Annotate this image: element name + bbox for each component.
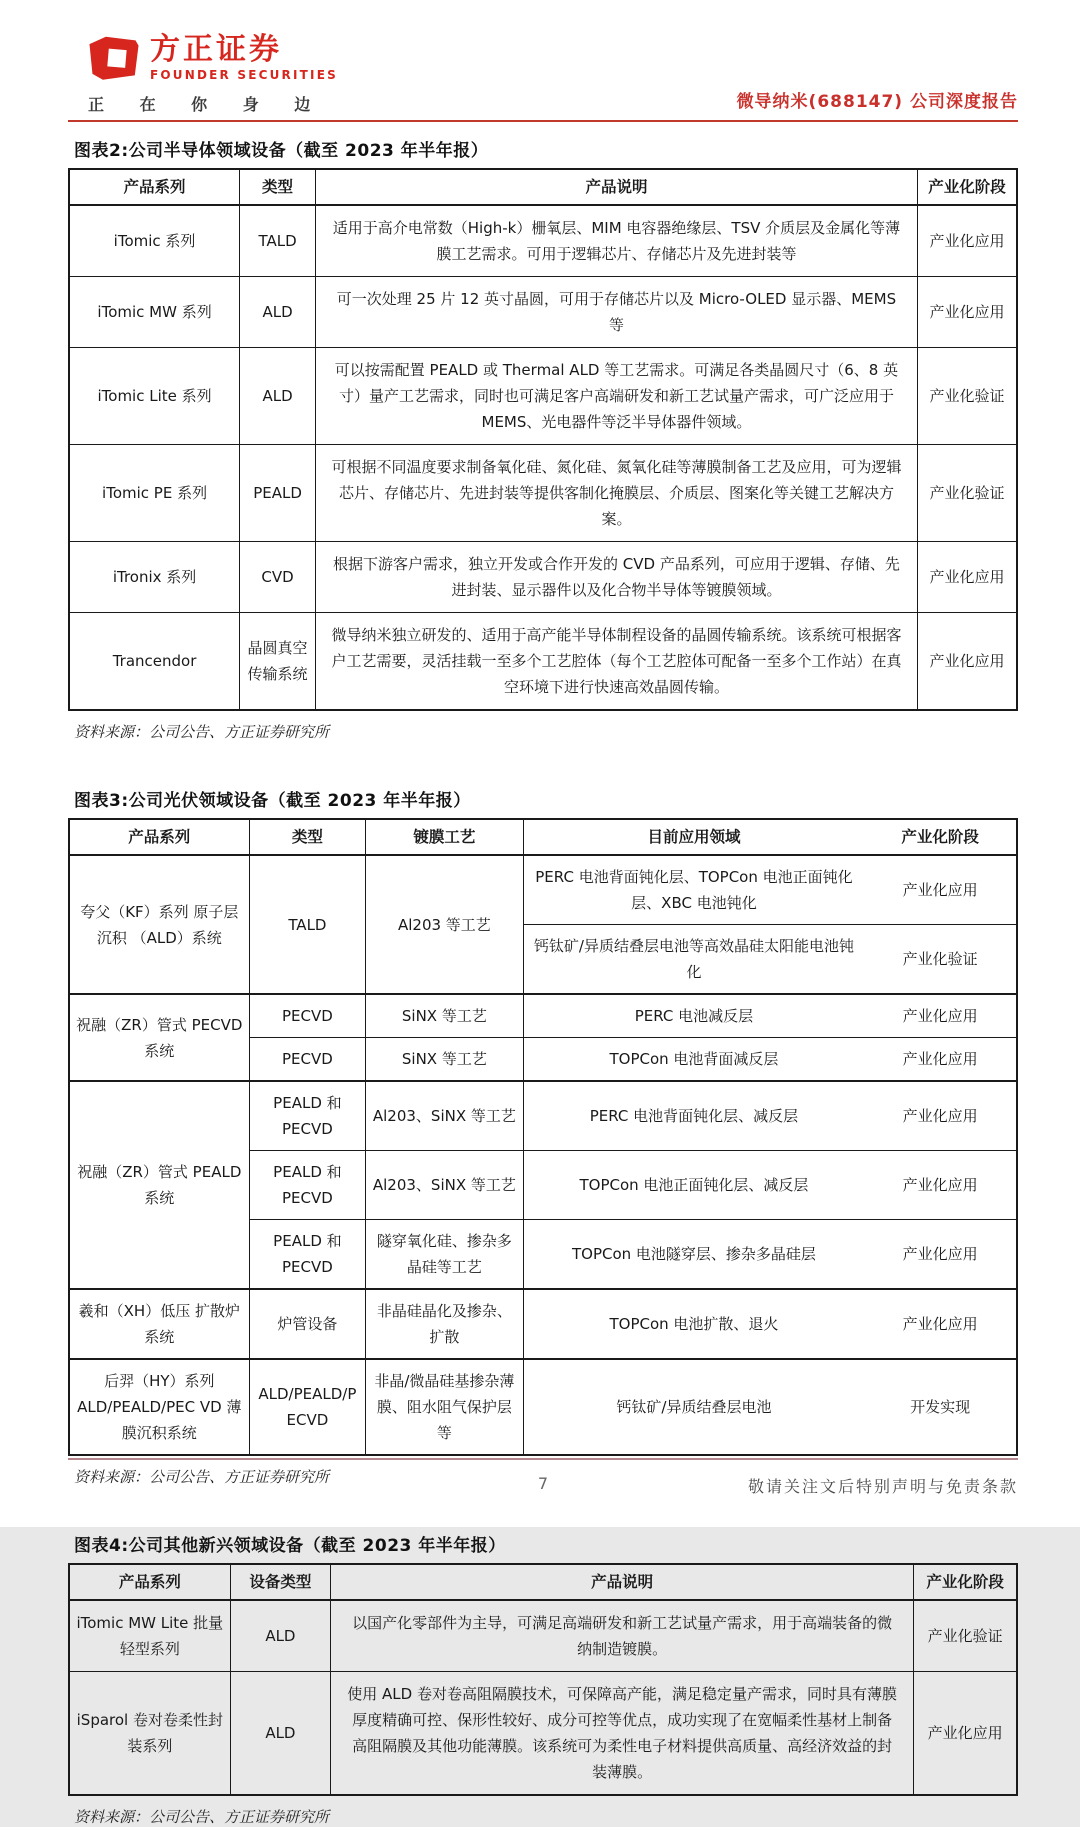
cell-coating-process: SiNX 等工艺 [366,1038,523,1082]
column-header: 产品系列 [69,819,249,855]
cell-product-series: 羲和（XH）低压 扩散炉系统 [69,1289,249,1359]
cell-application-field: PERC 电池减反层 [523,994,864,1038]
cell-type: 晶圆真空传输系统 [240,613,316,711]
cell-type: ALD [230,1672,330,1796]
cell-application-field: 钙钛矿/异质结叠层电池 [523,1359,864,1455]
cell-industrialization-stage: 产业化应用 [864,855,1017,925]
column-header: 产品系列 [69,169,240,205]
cell-type: PECVD [249,1038,366,1082]
figure4-title: 图表4:公司其他新兴领域设备（截至 2023 年半年报） [74,1536,506,1556]
cell-type: PEALD 和 PECVD [249,1081,366,1151]
cell-industrialization-stage: 产业化应用 [914,1672,1017,1796]
cell-coating-process: SiNX 等工艺 [366,994,523,1038]
column-header: 产业化阶段 [917,169,1017,205]
cell-product-series: iTomic Lite 系列 [69,348,240,445]
column-header: 类型 [249,819,366,855]
footer-rule [68,1458,1018,1460]
column-header: 镀膜工艺 [366,819,523,855]
cell-description: 可根据不同温度要求制备氧化硅、氮化硅、氮氧化硅等薄膜制备工艺及应用，可为逻辑芯片、存储芯片、先进封装等提供客制化掩膜层、介质层、图案化等关键工艺解决方案。 [315,445,917,542]
table-row [69,1081,1017,1151]
table-row [69,277,1017,348]
table-row [69,348,1017,445]
table-row [69,994,1017,1038]
cell-coating-process: Al203 等工艺 [366,855,523,994]
cell-coating-process: 非晶/微晶硅基掺杂薄膜、阻水阻气保护层等 [366,1359,523,1455]
column-header: 产品系列 [69,1564,230,1600]
cell-type: PEALD 和 PECVD [249,1151,366,1220]
table-row [69,613,1017,711]
founder-cube-icon [88,34,140,84]
cell-industrialization-stage: 产业化应用 [917,542,1017,613]
cell-industrialization-stage: 产业化验证 [917,445,1017,542]
cell-application-field: PERC 电池背面钝化层、TOPCon 电池正面钝化层、XBC 电池钝化 [523,855,864,925]
table-header-row [69,1564,1017,1600]
cell-product-series: iTomic MW Lite 批量轻型系列 [69,1600,230,1672]
cell-industrialization-stage: 产业化应用 [864,994,1017,1038]
cell-product-series: iTomic PE 系列 [69,445,240,542]
table-row [69,855,1017,925]
page-number: 7 [537,1474,549,1493]
cell-type: ALD [230,1600,330,1672]
figure4-table [68,1563,1018,1796]
cell-application-field: TOPCon 电池扩散、退火 [523,1289,864,1359]
figure2-source: 资料来源：公司公告、方正证券研究所 [74,723,330,741]
table-row [69,1289,1017,1359]
cell-type: TALD [240,205,316,277]
cell-coating-process: Al203、SiNX 等工艺 [366,1151,523,1220]
cell-industrialization-stage: 产业化验证 [914,1600,1017,1672]
cell-type: ALD [240,348,316,445]
cell-type: PEALD [240,445,316,542]
column-header: 产品说明 [315,169,917,205]
cell-industrialization-stage: 产业化应用 [917,277,1017,348]
table-header-row [69,819,1017,855]
cell-type: PECVD [249,994,366,1038]
brand-name-en: FOUNDER SECURITIES [150,68,338,82]
founder-logo [88,34,338,84]
page-header [68,0,1018,122]
cell-application-field: TOPCon 电池背面减反层 [523,1038,864,1082]
cell-description: 可以按需配置 PEALD 或 Thermal ALD 等工艺需求。可满足各类晶圆尺寸（6、8 英寸）量产工艺需求，同时也可满足客户高端研发和新工艺试量产需求，可广泛应用于 MEMS、光电器件等泛半导体器件领域。 [315,348,917,445]
table-row [69,1359,1017,1455]
cell-type: ALD/PEALD/PECVD [249,1359,366,1455]
cell-coating-process: Al203、SiNX 等工艺 [366,1081,523,1151]
cell-product-series: iSparol 卷对卷柔性封装系列 [69,1672,230,1796]
cell-type: PEALD 和 PECVD [249,1220,366,1290]
figure3-title: 图表3:公司光伏领域设备（截至 2023 年半年报） [74,791,471,811]
cell-description: 可一次处理 25 片 12 英寸晶圆，可用于存储芯片以及 Micro-OLED 显示器、MEMS 等 [315,277,917,348]
brand-name-cn: 方正证券 [150,32,282,67]
figure3-source: 资料来源：公司公告、方正证券研究所 [74,1468,330,1486]
table-row [69,1600,1017,1672]
table-row [69,542,1017,613]
footer-disclaimer: 敬请关注文后特别声明与免责条款 [747,1477,1018,1496]
brand-slogan: 正 在 你 身 边 [88,95,326,114]
cell-type: TALD [249,855,366,994]
page-footer [68,1458,1018,1498]
column-header: 产业化阶段 [914,1564,1017,1600]
figure3-table [68,818,1018,1456]
cell-type: 炉管设备 [249,1289,366,1359]
report-title: 微导纳米(688147) 公司深度报告 [736,92,1018,112]
cell-industrialization-stage: 开发实现 [864,1359,1017,1455]
cell-product-series: 后羿（HY）系列 ALD/PEALD/PEC VD 薄膜沉积系统 [69,1359,249,1455]
cell-coating-process: 隧穿氧化硅、掺杂多晶硅等工艺 [366,1220,523,1290]
cell-product-series: 祝融（ZR）管式 PECVD 系统 [69,994,249,1081]
column-header: 类型 [240,169,316,205]
cell-industrialization-stage: 产业化验证 [864,925,1017,995]
column-header: 目前应用领域 [523,819,864,855]
header-rule [68,120,1018,122]
cell-industrialization-stage: 产业化应用 [917,613,1017,711]
cell-description: 使用 ALD 卷对卷高阻隔膜技术，可保障高产能，满足稳定量产需求，同时具有薄膜厚度精确可控、保形性较好、成分可控等优点，成功实现了在宽幅柔性基材上制备高阻隔膜及其他功能薄膜。该系统可为柔性电子材料提供高质量、高经济效益的封装薄膜。 [331,1672,914,1796]
cell-type: CVD [240,542,316,613]
cell-product-series: iTomic MW 系列 [69,277,240,348]
figure2-title: 图表2:公司半导体领域设备（截至 2023 年半年报） [74,141,489,161]
cell-description: 适用于高介电常数（High-k）栅氧层、MIM 电容器绝缘层、TSV 介质层及金属化等薄膜工艺需求。可用于逻辑芯片、存储芯片及先进封装等 [315,205,917,277]
cell-industrialization-stage: 产业化应用 [864,1289,1017,1359]
column-header: 产业化阶段 [864,819,1017,855]
table-header-row [69,169,1017,205]
cell-product-series: Trancendor [69,613,240,711]
cell-product-series: 夸父（KF）系列 原子层沉积 （ALD）系统 [69,855,249,994]
figure2-table [68,168,1018,711]
cell-product-series: iTronix 系列 [69,542,240,613]
cell-industrialization-stage: 产业化应用 [917,205,1017,277]
cell-coating-process: 非晶硅晶化及掺杂、扩散 [366,1289,523,1359]
table-row [69,445,1017,542]
cell-product-series: 祝融（ZR）管式 PEALD 系统 [69,1081,249,1289]
cell-description: 微导纳米独立研发的、适用于高产能半导体制程设备的晶圆传输系统。该系统可根据客户工艺需要，灵活挂载一至多个工艺腔体（每个工艺腔体可配备一至多个工作站）在真空环境下进行快速高效晶圆传输。 [315,613,917,711]
cell-product-series: iTomic 系列 [69,205,240,277]
cell-application-field: TOPCon 电池正面钝化层、减反层 [523,1151,864,1220]
cell-industrialization-stage: 产业化应用 [864,1220,1017,1290]
column-header: 产品说明 [331,1564,914,1600]
table-row [69,1672,1017,1796]
cell-industrialization-stage: 产业化验证 [917,348,1017,445]
cell-description: 根据下游客户需求，独立开发或合作开发的 CVD 产品系列，可应用于逻辑、存储、先进封装、显示器件以及化合物半导体等镀膜领域。 [315,542,917,613]
cell-industrialization-stage: 产业化应用 [864,1081,1017,1151]
cell-application-field: 钙钛矿/异质结叠层电池等高效晶硅太阳能电池钝化 [523,925,864,995]
cell-application-field: PERC 电池背面钝化层、减反层 [523,1081,864,1151]
cell-industrialization-stage: 产业化应用 [864,1038,1017,1082]
cell-industrialization-stage: 产业化应用 [864,1151,1017,1220]
column-header: 设备类型 [230,1564,330,1600]
table-row [69,205,1017,277]
cell-description: 以国产化零部件为主导，可满足高端研发和新工艺试量产需求，用于高端装备的微纳制造镀膜。 [331,1600,914,1672]
cell-application-field: TOPCon 电池隧穿层、掺杂多晶硅层 [523,1220,864,1290]
cell-type: ALD [240,277,316,348]
figure4-source: 资料来源：公司公告、方正证券研究所 [74,1808,330,1826]
